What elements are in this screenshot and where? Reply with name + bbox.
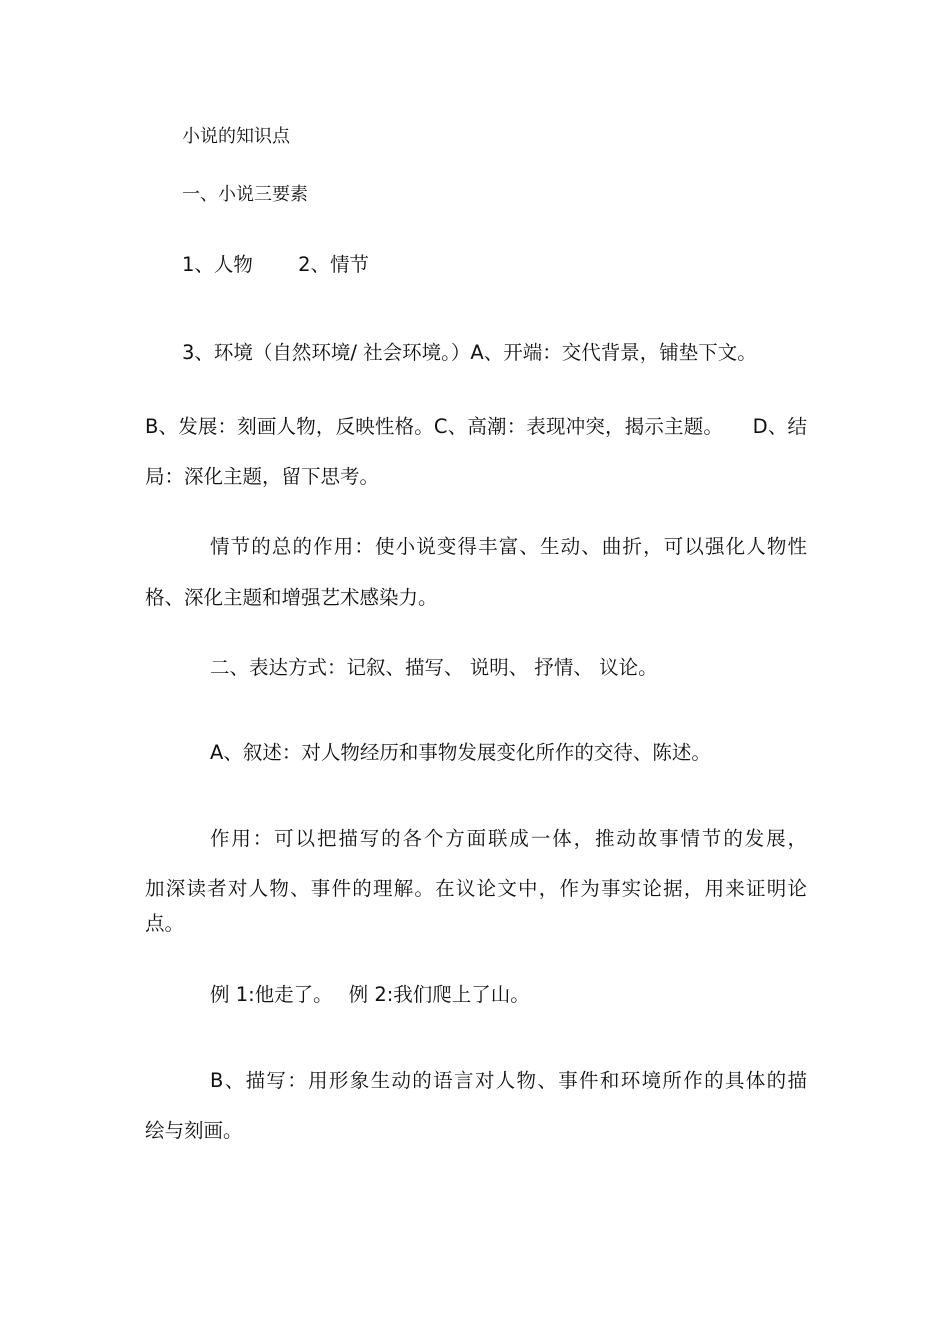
narration-definition: A、叙述：对人物经历和事物发展变化所作的交待、陈述。	[210, 741, 711, 764]
description-definition: B、描写：用形象生动的语言对人物、事件和环境所作的具体的描	[210, 1069, 807, 1092]
plot-stages-paragraph: B、发展：刻画人物，反映性格。C、高潮：表现冲突，揭示主题。 D、结	[145, 415, 807, 438]
examples-line: 例 1:他走了。 例 2:我们爬上了山。	[210, 983, 530, 1006]
plot-function-paragraph: 情节的总的作用：使小说变得丰富、生动、曲折，可以强化人物性	[210, 535, 807, 558]
document-title: 小说的知识点	[182, 126, 290, 147]
elements-list: 1、人物 2、情节	[182, 253, 370, 276]
narration-function-paragraph: 作用：可以把描写的各个方面联成一体，推动故事情节的发展，	[210, 827, 807, 850]
plot-function-continued: 格、深化主题和增强艺术感染力。	[145, 586, 438, 609]
section-heading-elements: 一、小说三要素	[182, 184, 308, 205]
plot-stages-continued: 局：深化主题，留下思考。	[145, 465, 380, 488]
environment-paragraph: 3、环境（自然环境/ 社会环境。）A、开端：交代背景，铺垫下文。	[182, 341, 757, 364]
narration-function-continued: 加深读者对人物、事件的理解。在议论文中，作为事实论据，用来证明论	[145, 877, 807, 900]
description-definition-continued: 绘与刻画。	[145, 1119, 243, 1142]
narration-function-end: 点。	[145, 912, 185, 935]
section-heading-expression: 二、表达方式：记叙、描写、 说明、 抒情、 议论。	[210, 656, 658, 679]
